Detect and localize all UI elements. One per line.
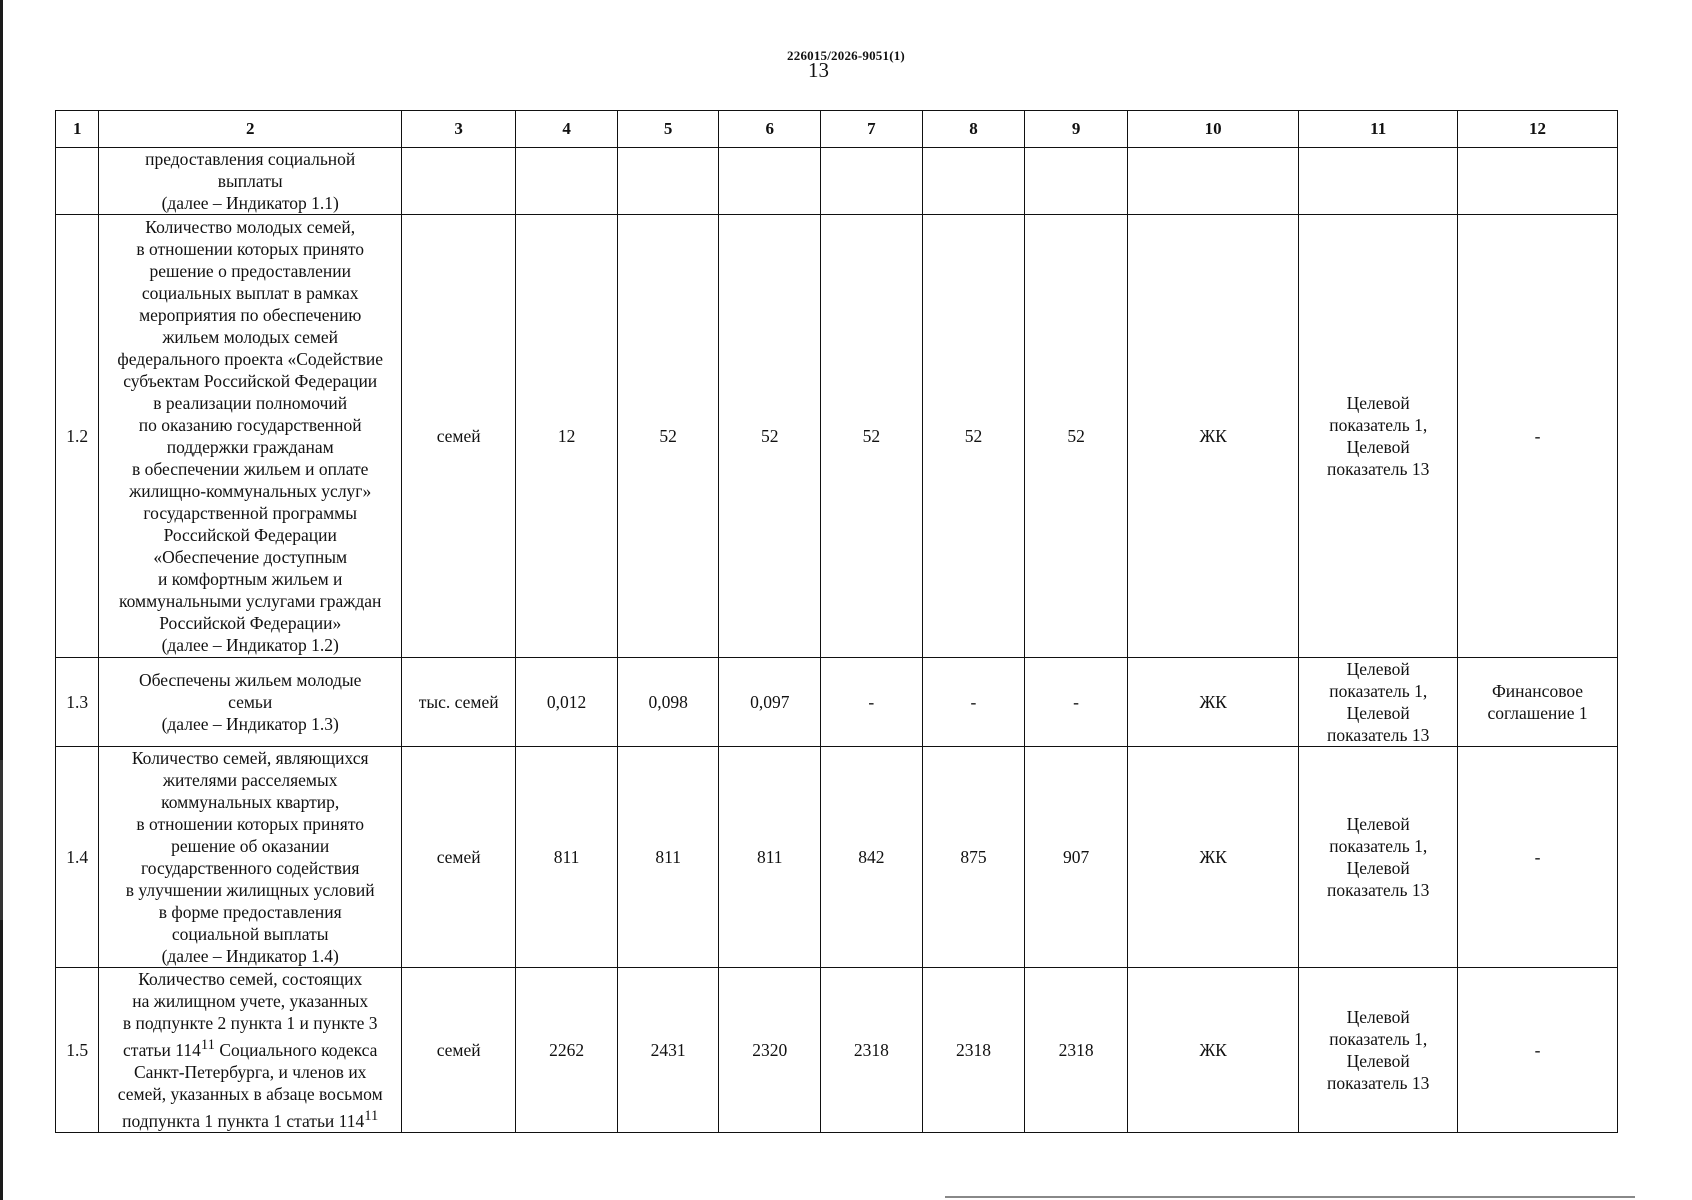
table-row xyxy=(56,747,1618,968)
table-row xyxy=(56,658,1618,747)
page-number: 13 xyxy=(808,58,829,82)
row-agreement: - xyxy=(1458,215,1618,658)
header-cell: 6 xyxy=(719,111,821,148)
header-cell: 9 xyxy=(1025,111,1128,148)
row-value: 2262 xyxy=(516,968,618,1133)
row-value: 875 xyxy=(922,747,1025,968)
row-value: 2431 xyxy=(617,968,719,1133)
row-unit: семей xyxy=(402,747,516,968)
row-value: 811 xyxy=(516,747,618,968)
row-value: 811 xyxy=(719,747,821,968)
row-value xyxy=(821,148,923,215)
scan-left-edge xyxy=(0,0,3,1200)
row-target-link: Целевой показатель 1, Целевой показатель 13 xyxy=(1299,658,1458,747)
row-unit xyxy=(402,148,516,215)
row-unit: семей xyxy=(402,968,516,1133)
row-agreement: - xyxy=(1458,968,1618,1133)
row-value: 52 xyxy=(922,215,1025,658)
row-value: - xyxy=(1025,658,1128,747)
row-value: 2320 xyxy=(719,968,821,1133)
row-value: 907 xyxy=(1025,747,1128,968)
row-value: 0,098 xyxy=(617,658,719,747)
header-cell: 8 xyxy=(922,111,1025,148)
table-row xyxy=(56,148,1618,215)
row-id xyxy=(56,148,99,215)
header-cell: 11 xyxy=(1299,111,1458,148)
row-description xyxy=(99,968,402,1133)
row-value: 52 xyxy=(1025,215,1128,658)
row-agreement: Финансовое соглашение 1 xyxy=(1458,658,1618,747)
row-value: 811 xyxy=(617,747,719,968)
row-value xyxy=(516,148,618,215)
row-responsible: ЖК xyxy=(1127,658,1298,747)
row-target-link xyxy=(1299,148,1458,215)
row-target-link: Целевой показатель 1, Целевой показатель 13 xyxy=(1299,215,1458,658)
superscript: 11 xyxy=(200,1037,215,1053)
row-value: 52 xyxy=(719,215,821,658)
row-unit: тыс. семей xyxy=(402,658,516,747)
row-target-link: Целевой показатель 1, Целевой показатель 13 xyxy=(1299,968,1458,1133)
desc-text: Социального кодекса Санкт-Петербурга, и членов их семей, указанных в абзаце восьмом подпункта 1 пункта 1 статьи 114 xyxy=(117,1039,383,1131)
table-row xyxy=(56,215,1618,658)
row-value: 2318 xyxy=(1025,968,1128,1133)
header-cell: 3 xyxy=(402,111,516,148)
header-cell: 2 xyxy=(99,111,402,148)
row-target-link: Целевой показатель 1, Целевой показатель 13 xyxy=(1299,747,1458,968)
row-value: 2318 xyxy=(922,968,1025,1133)
row-responsible: ЖК xyxy=(1127,968,1298,1133)
row-value: - xyxy=(821,658,923,747)
row-value: 52 xyxy=(617,215,719,658)
row-value: 842 xyxy=(821,747,923,968)
row-value: 12 xyxy=(516,215,618,658)
header-cell: 7 xyxy=(821,111,923,148)
table-row xyxy=(56,968,1618,1133)
row-value: 52 xyxy=(821,215,923,658)
header-row xyxy=(56,111,1618,148)
row-value xyxy=(719,148,821,215)
indicator-table-wrapper xyxy=(55,110,1618,1133)
header-cell: 4 xyxy=(516,111,618,148)
header-cell: 12 xyxy=(1458,111,1618,148)
row-id: 1.5 xyxy=(56,968,99,1133)
row-responsible xyxy=(1127,148,1298,215)
indicator-table xyxy=(55,110,1618,1133)
row-agreement xyxy=(1458,148,1618,215)
scan-bottom-line xyxy=(945,1196,1635,1198)
row-id: 1.4 xyxy=(56,747,99,968)
header-cell: 5 xyxy=(617,111,719,148)
row-value: 2318 xyxy=(821,968,923,1133)
row-value xyxy=(617,148,719,215)
registration-number: 226015/2026-9051(1) xyxy=(787,48,905,63)
row-agreement: - xyxy=(1458,747,1618,968)
row-unit: семей xyxy=(402,215,516,658)
row-description: Количество семей, являющихся жителями расселяемых коммунальных квартир, в отношении которых принято решение об оказании государственного содействия в улучшении жилищных условий в форме предоставления социальной выплаты (далее – Индикатор 1.4) xyxy=(99,747,402,968)
row-id: 1.3 xyxy=(56,658,99,747)
row-description: предоставления социальной выплаты (далее – Индикатор 1.1) xyxy=(99,148,402,215)
superscript: 11 xyxy=(364,1107,379,1124)
row-description: Количество молодых семей, в отношении которых принято решение о предоставлении социальных выплат в рамках мероприятия по обеспечению жильем молодых семей федерального проекта «Содействие субъектам Российской Федерации в реализации полномочий по оказанию государственной поддержки гражданам в обеспечении жильем и оплате жилищно-коммунальных услуг» государственной программы Российской Федерации «Обеспечение доступным и комфортным жильем и коммунальными услугами граждан Российской Федерации» (далее – Индикатор 1.2) xyxy=(99,215,402,658)
header-cell: 10 xyxy=(1127,111,1298,148)
row-value xyxy=(922,148,1025,215)
row-value: 0,012 xyxy=(516,658,618,747)
row-responsible: ЖК xyxy=(1127,747,1298,968)
row-id: 1.2 xyxy=(56,215,99,658)
scan-left-mark xyxy=(0,760,3,920)
header-cell: 1 xyxy=(56,111,99,148)
row-value: 0,097 xyxy=(719,658,821,747)
row-value: - xyxy=(922,658,1025,747)
row-value xyxy=(1025,148,1128,215)
row-description: Обеспечены жильем молодые семьи (далее – Индикатор 1.3) xyxy=(99,658,402,747)
desc-text: Количество семей, состоящих на жилищном учете, указанных в подпункте 2 пункта 1 и пункте 3 статьи 114 xyxy=(122,969,378,1060)
row-responsible: ЖК xyxy=(1127,215,1298,658)
